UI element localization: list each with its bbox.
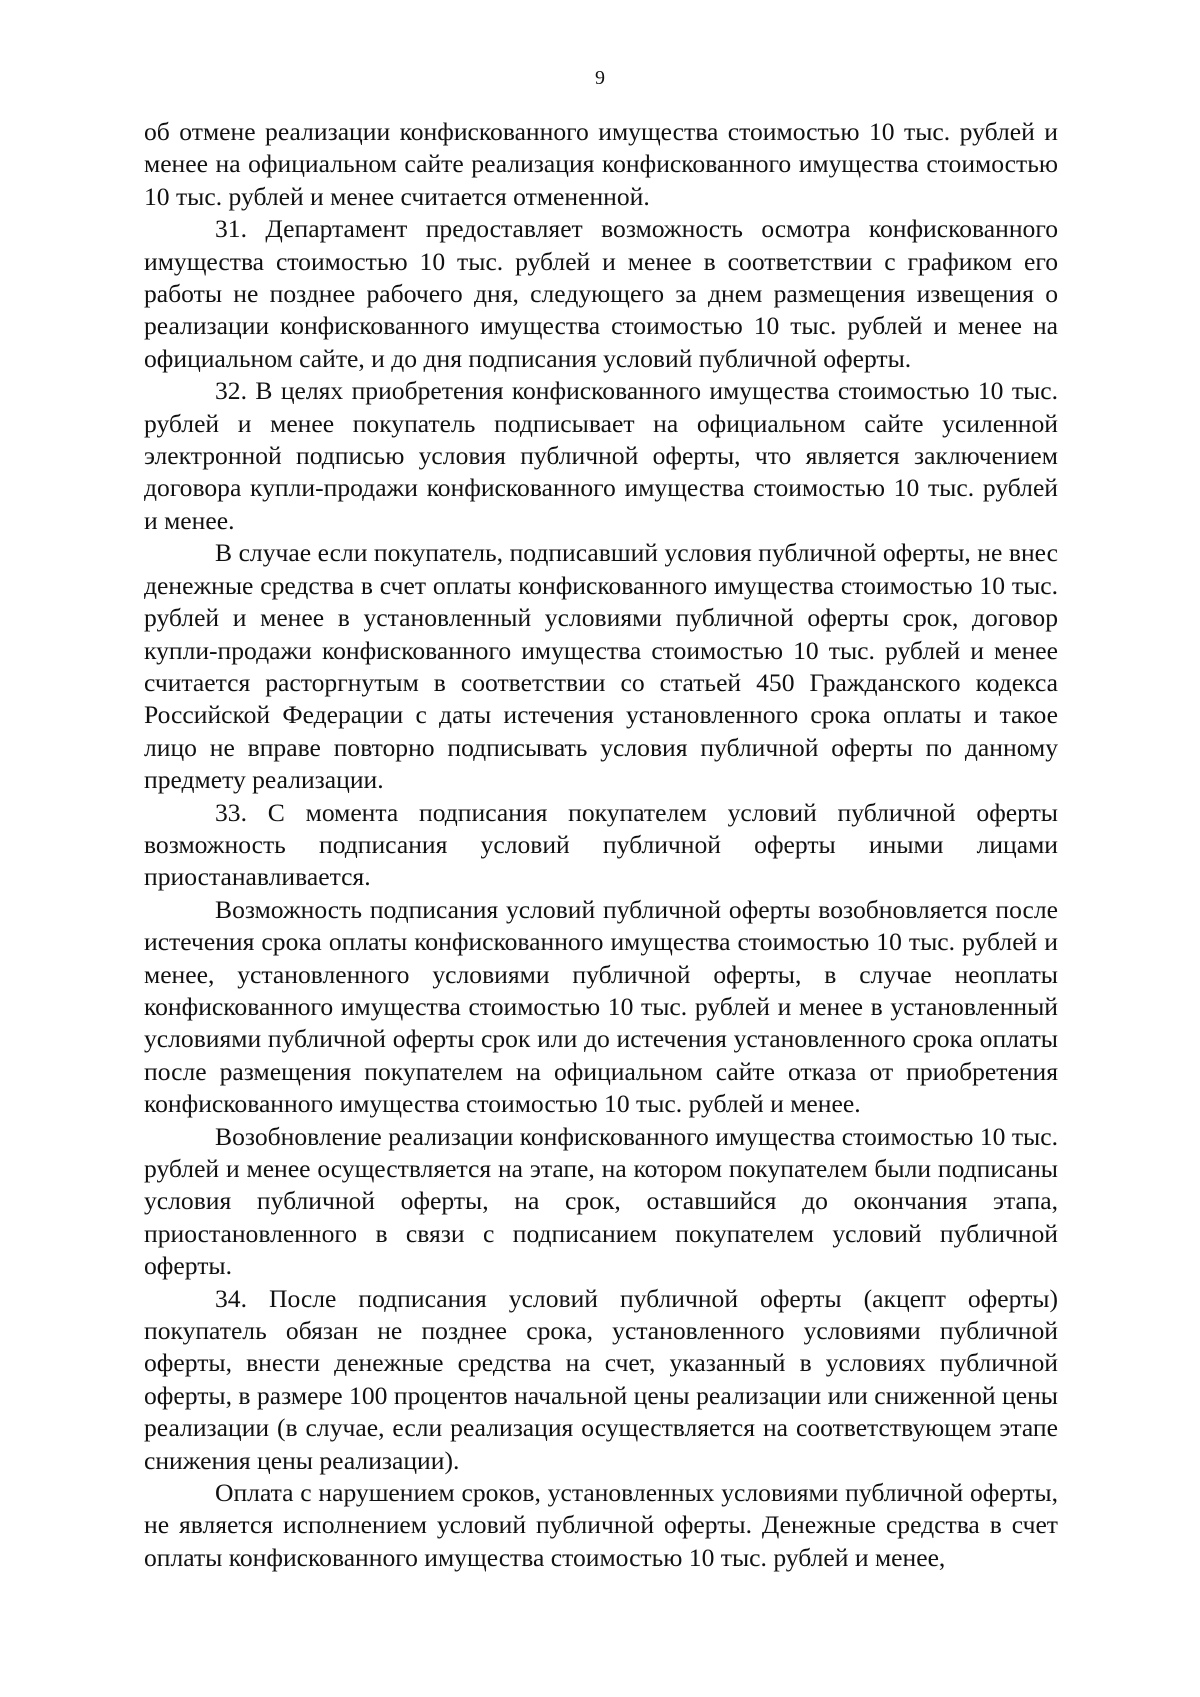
paragraph: Возможность подписания условий публичной оферты возобновляется после истечения срока оплаты конфискованного имущества стоимостью 10 тыс. рублей и менее, установленного условиями публичной оферты, в случае неоплаты конфискованного имущества стоимостью 10 тыс. рублей и менее в установленный условиями публичной оферты срок или до истечения установленного срока оплаты после размещения покупателем на официальном сайте отказа от приобретения конфискованного имущества стоимостью 10 тыс. рублей и менее. [144, 894, 1058, 1119]
paragraph: 33. С момента подписания покупателем условий публичной оферты возможность подписания условий публичной оферты иными лицами приостанавливается. [144, 797, 1058, 892]
document-body [144, 116, 1058, 1574]
paragraph: Оплата с нарушением сроков, установленных условиями публичной оферты, не является исполнением условий публичной оферты. Денежные средства в счет оплаты конфискованного имущества стоимостью 10 тыс. рублей и менее, [144, 1478, 1058, 1572]
paragraph: 34. После подписания условий публичной оферты (акцепт оферты) покупатель обязан не позднее срока, установленного условиями публичной оферты, внести денежные средства на счет, указанный в условиях публичной оферты, в размере 100 процентов начальной цены реализации или сниженной цены реализации (в случае, если реализация осуществляется на соответствующем этапе снижения цены реализации). [144, 1283, 1058, 1475]
page-number: 9 [595, 67, 605, 89]
paragraph: Возобновление реализации конфискованного имущества стоимостью 10 тыс. рублей и менее осуществляется на этапе, на котором покупателем были подписаны условия публичной оферты, на срок, оставшийся до окончания этапа, приостановленного в связи с подписанием покупателем условий публичной оферты. [144, 1121, 1058, 1281]
paragraph: 31. Департамент предоставляет возможность осмотра конфискованного имущества стоимостью 10 тыс. рублей и менее в соответствии с графиком его работы не позднее рабочего дня, следующего за днем размещения извещения о реализации конфискованного имущества стоимостью 10 тыс. рублей и менее на официальном сайте, и до дня подписания условий публичной оферты. [144, 214, 1058, 373]
paragraph: об отмене реализации конфискованного имущества стоимостью 10 тыс. рублей и менее на официальном сайте реализация конфискованного имущества стоимостью 10 тыс. рублей и менее считается отмененной. [144, 117, 1058, 211]
paragraph: В случае если покупатель, подписавший условия публичной оферты, не внес денежные средства в счет оплаты конфискованного имущества стоимостью 10 тыс. рублей и менее в установленный условиями публичной оферты срок, договор купли-продажи конфискованного имущества стоимостью 10 тыс. рублей и менее считается расторгнутым в соответствии со статьей 450 Гражданского кодекса Российской Федерации с даты истечения установленного срока оплаты и такое лицо не вправе повторно подписывать условия публичной оферты по данному предмету реализации. [144, 538, 1058, 795]
paragraph: 32. В целях приобретения конфискованного имущества стоимостью 10 тыс. рублей и менее покупатель подписывает на официальном сайте усиленной электронной подписью условия публичной оферты, что является заключением договора купли-продажи конфискованного имущества стоимостью 10 тыс. рублей и менее. [144, 376, 1058, 535]
